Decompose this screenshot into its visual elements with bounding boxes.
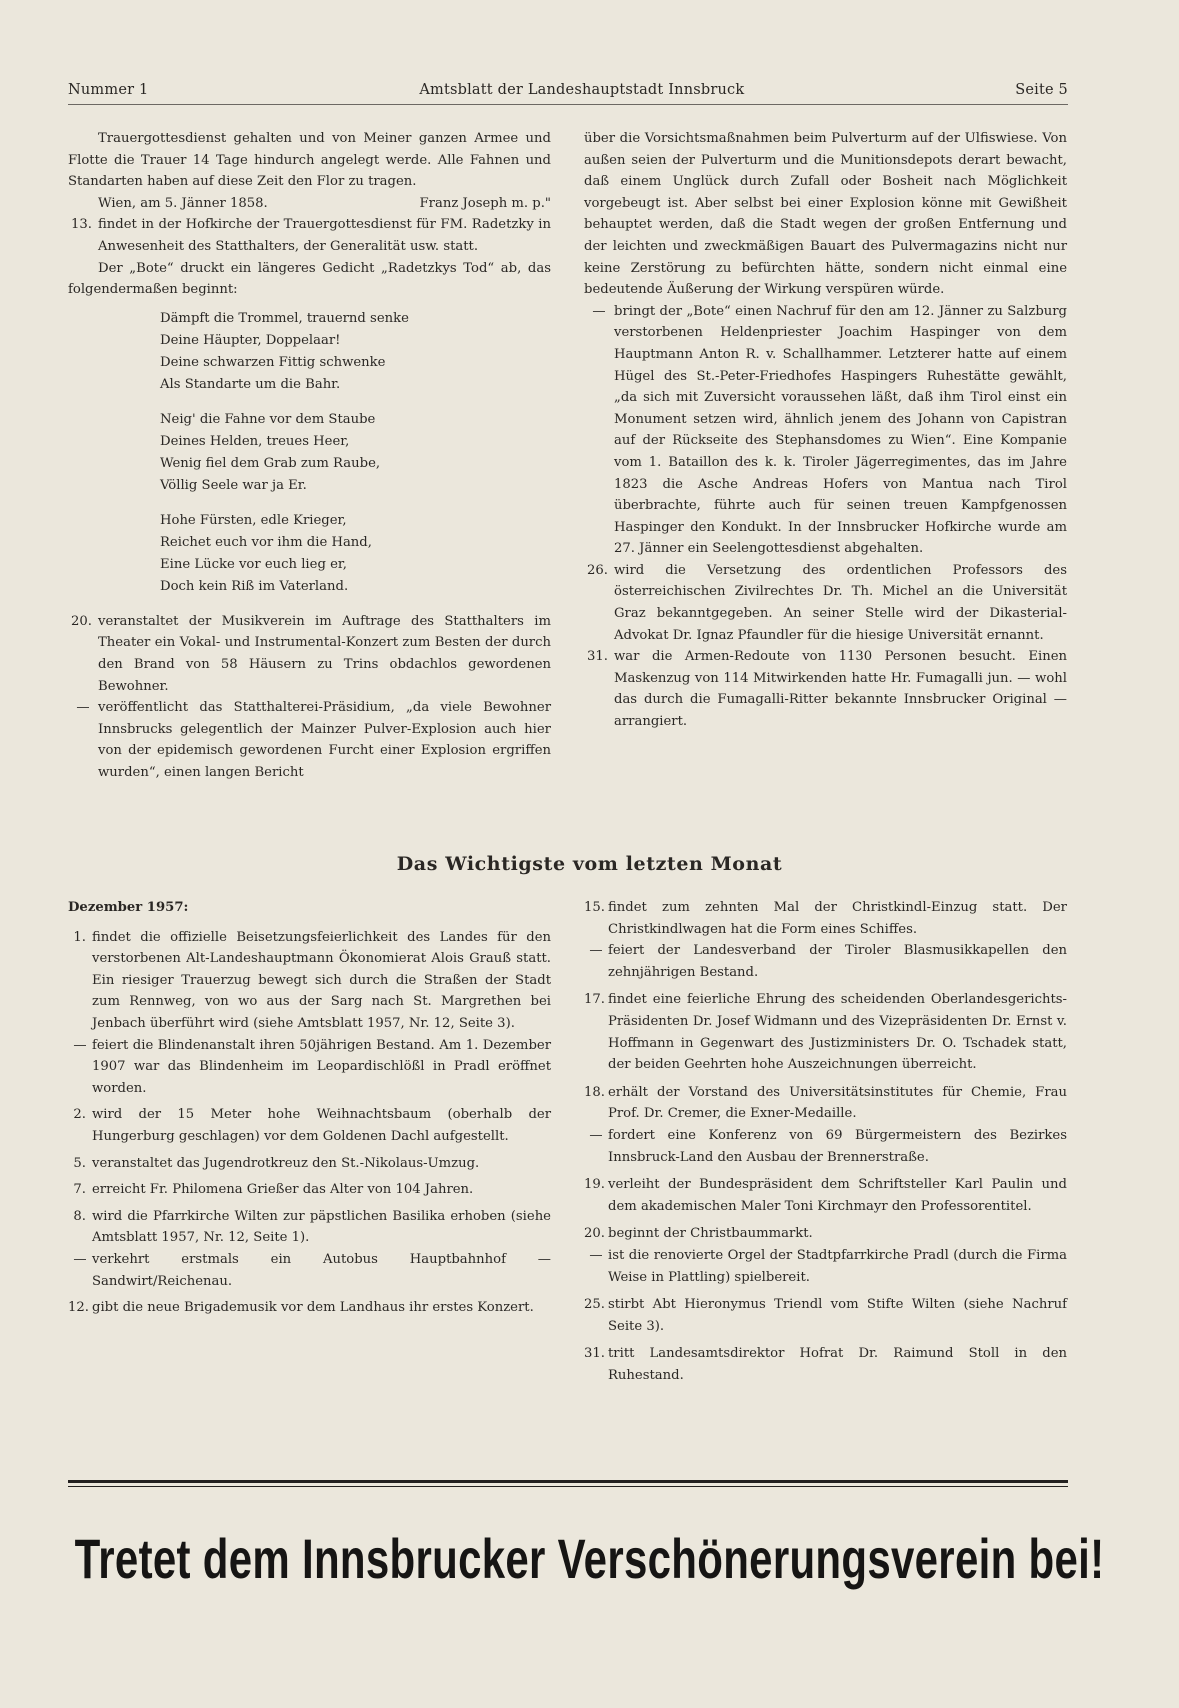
- entry-text: findet in der Hofkirche der Trauergottesdienst für FM. Radetzky in Anwesenheit des Statthalters, der Generalität usw. statt.: [98, 217, 551, 254]
- entry-dash: —: [73, 1251, 87, 1267]
- page-number: Seite 5: [1015, 82, 1068, 98]
- entry-text: beginnt der Christbaummarkt.: [608, 1226, 813, 1242]
- entry-text: gibt die neue Brigademusik vor dem Landhaus ihr erstes Konzert.: [92, 1300, 534, 1316]
- poem-line: Völlig Seele war ja Er.: [160, 477, 307, 493]
- report-continuation: über die Vorsichtsmaßnahmen beim Pulverturm auf der Ulfiswiese. Von außen seien der Pulverturm und die Munitionsdepots derart bewacht, daß einem Unglück durch Zufall oder Bosheit nach Möglichkeit vorgebeugt ist. Aber selbst bei einer Explosion könne mit Gewißheit behauptet werden, daß die Stadt wegen der großen Entfernung und der leichten und zweckmäßigen Bauart des Pulvermagazins nicht nur keine Zerstörung zu befürchten hätte, sondern nicht einmal eine bedeutende Äußerung der Wirkung verspüren würde.: [584, 131, 1067, 298]
- decree-signature: [68, 193, 551, 215]
- chronicle-entry: [584, 1343, 1067, 1386]
- chronicle-entry: [68, 927, 551, 1035]
- poem-line: Neig' die Fahne vor dem Staube: [160, 411, 376, 427]
- entry-text: findet zum zehnten Mal der Christkindl-Einzug statt. Der Christkindlwagen hat die Form eines Schiffes.: [608, 900, 1067, 937]
- chronicle-entry: [584, 1294, 1067, 1337]
- poem-line: Wenig fiel dem Grab zum Raube,: [160, 455, 381, 471]
- entry-day: 19.: [584, 1177, 605, 1193]
- entry-day: 7.: [73, 1182, 86, 1198]
- advert-slogan: Tretet dem Innsbrucker Verschönerungsverein bei!: [74, 1527, 1105, 1590]
- chronicle-entry: [68, 611, 551, 697]
- bote-intro: Der „Bote“ druckt ein längeres Gedicht „Radetzkys Tod“ ab, das folgendermaßen beginnt:: [68, 260, 551, 298]
- entry-day: 20.: [71, 613, 92, 629]
- footer-rule-thick: [68, 1480, 1068, 1483]
- entry-text: fordert eine Konferenz von 69 Bürgermeistern des Bezirkes Innsbruck-Land den Ausbau der Brennerstraße.: [608, 1127, 1067, 1165]
- entry-text: feiert der Landesverband der Tiroler Blasmusikkapellen den zehnjährigen Bestand.: [608, 943, 1067, 980]
- entry-text: tritt Landesamtsdirektor Hofrat Dr. Raimund Stoll in den Ruhestand.: [608, 1346, 1067, 1383]
- chronicle-entry: [584, 897, 1067, 940]
- entry-text: veranstaltet das Jugendrotkreuz den St.-Nikolaus-Umzug.: [92, 1155, 480, 1171]
- entry-dash: —: [76, 700, 90, 716]
- chronicle-entry: [68, 1104, 551, 1147]
- chronicle-entry: [584, 560, 1067, 646]
- poem-line: Dämpft die Trommel, trauernd senke: [160, 310, 409, 326]
- entry-text: veröffentlicht das Statthalterei-Präsidium, „da viele Bewohner Innsbrucks gelegentlich der Mainzer Pulver-Explosion auch hier von der epidemisch gewordenen Furcht einer Explosion ergriffen wurden“, einen langen Bericht: [98, 700, 551, 780]
- section-title: Das Wichtigste vom letzten Monat: [396, 853, 783, 875]
- chronicle-entry: [68, 1206, 551, 1249]
- entry-day: 26.: [587, 562, 608, 578]
- entry-text: findet eine feierliche Ehrung des scheidenden Oberlandesgerichts-Präsidenten Dr. Josef Widmann und des Vizepräsidenten Dr. Ernst v. Hoffmann in Gegenwart des Justizministers Dr. O. Tschadek statt, der beiden Geehrten hohe Auszeichnungen überreicht.: [608, 992, 1067, 1073]
- poem-line: Hohe Fürsten, edle Krieger,: [160, 512, 347, 528]
- entry-text: wird die Pfarrkirche Wilten zur päpstlichen Basilika erhoben (siehe Amtsblatt 1957, Nr. 12, Seite 1).: [92, 1208, 551, 1246]
- entry-text: ist die renovierte Orgel der Stadtpfarrkirche Pradl (durch die Firma Weise in Plattling) spielbereit.: [608, 1247, 1067, 1285]
- entry-day: 8.: [73, 1208, 86, 1224]
- chronicle-entry: [68, 1297, 551, 1319]
- entry-text: war die Armen-Redoute von 1130 Personen besucht. Einen Maskenzug von 114 Mitwirkenden hatte Hr. Fumagalli jun. — wohl das durch die Fumagalli-Ritter bekannte Innsbrucker Original — arrangiert.: [614, 649, 1067, 730]
- entry-dash: —: [73, 1037, 87, 1053]
- chronicle-entry: [68, 1035, 551, 1100]
- entry-day: 12.: [68, 1300, 89, 1316]
- poem-line: Deines Helden, treues Heer,: [160, 433, 350, 449]
- top-left-column: [68, 128, 551, 784]
- decree-text: Trauergottesdienst gehalten und von Meiner ganzen Armee und Flotte die Trauer 14 Tage hindurch angelegt werde. Alle Fahnen und Standarten haben auf diese Zeit den Flor zu tragen.: [68, 131, 551, 190]
- chronicle-entry: [68, 1153, 551, 1175]
- entry-day: 31.: [587, 649, 608, 665]
- poem-stanza: [160, 409, 551, 497]
- chronicle-entry: [68, 214, 551, 257]
- bottom-right-column: [584, 897, 1067, 1386]
- entry-text: verleiht der Bundespräsident dem Schriftsteller Karl Paulin und dem akademischen Maler Toni Kirchmayr den Professorentitel.: [608, 1177, 1067, 1214]
- entry-dash: —: [592, 303, 606, 319]
- entry-text: bringt der „Bote“ einen Nachruf für den am 12. Jänner zu Salzburg verstorbenen Heldenpriester Joachim Haspinger von dem Hauptmann Anton R. v. Schallhammer. Letzterer hatte auf einem Hügel des St.-Peter-Friedhofes Haspingers Ruhestätte gewählt, „da sich mit Zuversicht voraussehen läßt, daß ihm Tirol einst ein Monument setzen wird, ähnlich jenem des Johann von Capistran auf der Rückseite des Stephansdomes zu Wien“. Eine Kompanie vom 1. Bataillon des k. k. Tiroler Jägerregimentes, das im Jahre 1823 die Asche Andreas Hofers von Mantua nach Tirol überbrachte, führte auch für seinen treuen Kampfgenossen Haspinger den Kondukt. In der Innsbrucker Hofkirche wurde am 27. Jänner ein Seelengottesdienst abgehalten.: [614, 303, 1067, 557]
- entry-text: wird die Versetzung des ordentlichen Professors des österreichischen Zivilrechtes Dr. Th. Michel an die Universität Graz bekanntgegeben. An seiner Stelle wird der Dikasterial-Advokat Dr. Ignaz Pfaundler für die hiesige Universität ernannt.: [614, 562, 1067, 643]
- entry-dash: —: [589, 943, 603, 959]
- entry-text: veranstaltet der Musikverein im Auftrage des Statthalters im Theater ein Vokal- und Instrumental-Konzert zum Besten der durch den Brand von 58 Häusern zu Trins obdachlos gewordenen Bewohner.: [98, 613, 551, 694]
- entry-text: feiert die Blindenanstalt ihren 50jährigen Bestand. Am 1. Dezember 1907 war das Blindenheim im Leopardischlößl in Pradl eröffnet worden.: [92, 1037, 551, 1096]
- entry-day: 2.: [73, 1107, 86, 1123]
- poem-line: Als Standarte um die Bahr.: [160, 376, 341, 392]
- chronicle-entry: [584, 1125, 1067, 1168]
- header-rule: [68, 104, 1068, 105]
- entry-day: 20.: [584, 1226, 605, 1242]
- month-heading: Dezember 1957:: [68, 900, 189, 915]
- entry-day: 1.: [73, 929, 86, 945]
- chronicle-entry: [584, 646, 1067, 732]
- chronicle-entry: [68, 697, 551, 783]
- chronicle-entry: [584, 989, 1067, 1075]
- footer-rule-thin: [68, 1486, 1068, 1487]
- entry-text: wird der 15 Meter hohe Weihnachtsbaum (oberhalb der Hungerburg geschlagen) vor dem Goldenen Dachl aufgestellt.: [92, 1107, 551, 1144]
- entry-text: verkehrt erstmals ein Autobus Hauptbahnhof — Sandwirt/Reichenau.: [92, 1251, 551, 1289]
- entry-text: findet die offizielle Beisetzungsfeierlichkeit des Landes für den verstorbenen Alt-Landeshauptmann Ökonomierat Alois Grauß statt. Ein riesiger Trauerzug bewegt sich durch die Straßen der Stadt zum Rennweg, von wo aus der Sarg nach St. Margrethen bei Jenbach überführt wird (siehe Amtsblatt 1957, Nr. 12, Seite 3).: [92, 929, 551, 1031]
- poem-line: Deine schwarzen Fittig schwenke: [160, 354, 386, 370]
- poem-stanza: [160, 510, 551, 598]
- entry-text: erreicht Fr. Philomena Grießer das Alter von 104 Jahren.: [92, 1182, 474, 1198]
- page-header: [68, 82, 1068, 98]
- chronicle-entry: [584, 301, 1067, 560]
- poem: [68, 308, 551, 598]
- entry-text: erhält der Vorstand des Universitätsinstitutes für Chemie, Frau Prof. Dr. Cremer, die Exner-Medaille.: [608, 1084, 1067, 1122]
- poem-stanza: [160, 308, 551, 396]
- poem-line: Doch kein Riß im Vaterland.: [160, 578, 349, 594]
- chronicle-entry: [584, 1245, 1067, 1288]
- entry-dash: —: [589, 1247, 603, 1263]
- chronicle-entry: [584, 1174, 1067, 1217]
- entry-day: 25.: [584, 1297, 605, 1313]
- chronicle-entry: [584, 1082, 1067, 1125]
- top-right-column: [584, 128, 1067, 733]
- chronicle-entry: [584, 940, 1067, 983]
- signature-name: Franz Joseph m. p.": [419, 195, 551, 211]
- entry-day: 5.: [73, 1155, 86, 1171]
- chronicle-entry: [68, 1249, 551, 1292]
- signature-place-date: Wien, am 5. Jänner 1858.: [98, 195, 268, 211]
- entry-dash: —: [589, 1127, 603, 1143]
- entry-day: 15.: [584, 900, 605, 915]
- bottom-left-column: [68, 897, 551, 1319]
- entry-day: 13.: [71, 217, 92, 233]
- poem-line: Deine Häupter, Doppelaar!: [160, 332, 341, 348]
- chronicle-entry: [68, 1179, 551, 1201]
- poem-line: Reichet euch vor ihm die Hand,: [160, 534, 372, 550]
- issue-number: Nummer 1: [68, 82, 149, 98]
- entry-day: 31.: [584, 1346, 605, 1362]
- entry-day: 18.: [584, 1084, 605, 1100]
- entry-text: stirbt Abt Hieronymus Triendl vom Stifte Wilten (siehe Nachruf Seite 3).: [608, 1297, 1067, 1334]
- publication-title: Amtsblatt der Landeshauptstadt Innsbruck: [419, 82, 745, 98]
- entry-day: 17.: [584, 992, 605, 1008]
- poem-line: Eine Lücke vor euch lieg er,: [160, 556, 347, 572]
- chronicle-entry: [584, 1223, 1067, 1245]
